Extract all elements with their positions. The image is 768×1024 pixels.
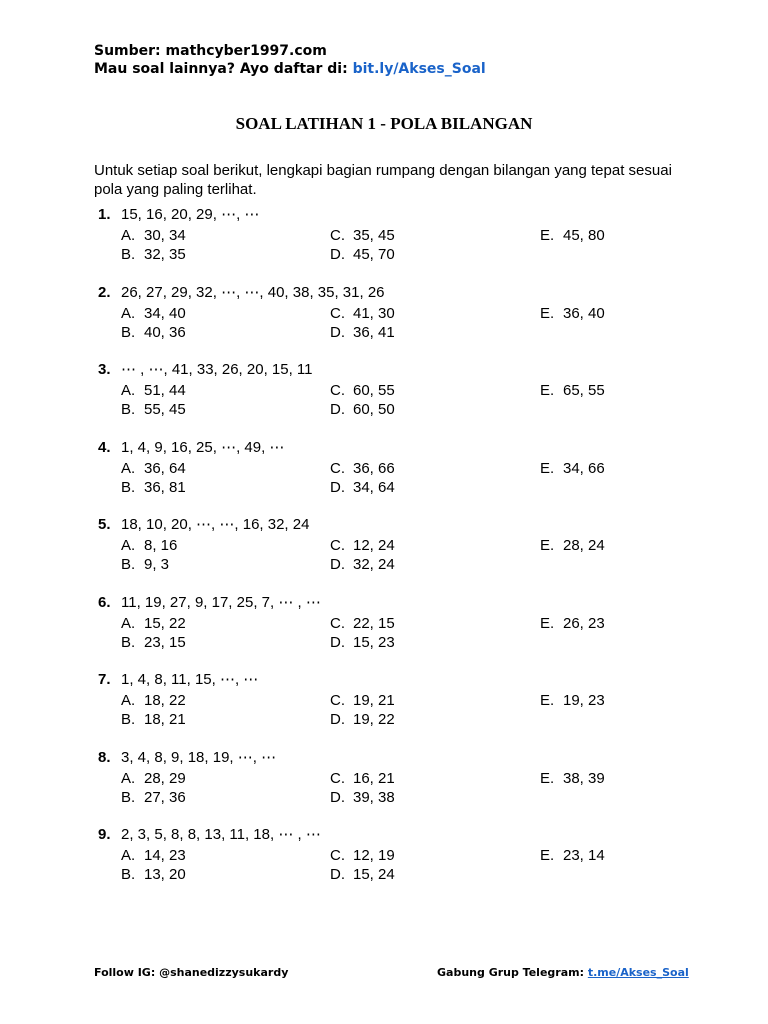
option-letter: E. <box>540 537 555 554</box>
option-letter: C. <box>330 769 345 787</box>
header <box>94 42 486 78</box>
option-letter: A. <box>121 537 136 554</box>
option-letter: B. <box>121 556 136 573</box>
question-item <box>0 748 768 814</box>
option-value: 40, 36 <box>144 323 186 341</box>
answer-option <box>540 846 605 866</box>
option-value: 13, 20 <box>144 866 186 883</box>
question-sequence: 1, 4, 9, 16, 25, ⋯, 49, ⋯ <box>121 438 285 456</box>
option-value: 14, 23 <box>144 847 186 864</box>
option-value: 36, 40 <box>563 304 605 322</box>
answer-option <box>540 459 605 479</box>
option-value: 15, 24 <box>353 866 395 883</box>
option-letter: D. <box>330 323 345 341</box>
option-letter: D. <box>330 478 345 496</box>
option-letter: A. <box>121 382 136 399</box>
question-number: 4. <box>98 438 111 456</box>
answer-option <box>330 555 395 575</box>
option-value: 51, 44 <box>144 382 186 399</box>
option-value: 32, 24 <box>353 556 395 573</box>
answer-option <box>330 846 395 866</box>
option-letter: D. <box>330 246 345 263</box>
option-value: 22, 15 <box>353 614 395 632</box>
option-value: 45, 70 <box>353 246 395 263</box>
option-letter: E. <box>540 847 555 864</box>
question-item <box>0 283 768 349</box>
answer-option <box>540 304 605 324</box>
answer-option <box>330 633 395 653</box>
option-letter: E. <box>540 382 555 399</box>
answer-option <box>121 710 186 730</box>
more-questions-label: Mau soal lainnya? Ayo daftar di: <box>94 61 353 77</box>
answer-option <box>121 691 186 711</box>
option-letter: D. <box>330 401 345 418</box>
option-letter: C. <box>330 227 345 244</box>
answer-option <box>121 865 186 885</box>
answer-option <box>540 691 605 711</box>
option-letter: B. <box>121 866 136 883</box>
question-sequence: 2, 3, 5, 8, 8, 13, 11, 18, ⋯ , ⋯ <box>121 826 321 843</box>
answer-option <box>330 459 395 479</box>
option-letter: B. <box>121 246 136 263</box>
answer-option <box>121 769 186 789</box>
option-letter: C. <box>330 614 345 632</box>
telegram-link[interactable]: t.me/Akses_Soal <box>587 966 689 979</box>
answer-option <box>121 846 186 866</box>
option-value: 18, 22 <box>144 692 186 709</box>
option-letter: B. <box>121 788 136 806</box>
option-letter: A. <box>121 304 136 322</box>
option-letter: C. <box>330 382 345 399</box>
answer-option <box>121 226 186 246</box>
akses-soal-link[interactable]: bit.ly/Akses_Soal <box>352 61 486 77</box>
footer-telegram <box>437 966 689 979</box>
answer-option <box>330 614 395 634</box>
question-number: 3. <box>98 361 111 378</box>
option-letter: B. <box>121 401 136 418</box>
answer-option <box>330 245 395 265</box>
answer-option <box>540 381 605 401</box>
question-sequence: 15, 16, 20, 29, ⋯, ⋯ <box>121 206 260 223</box>
option-letter: B. <box>121 478 136 496</box>
option-letter: C. <box>330 692 345 709</box>
option-value: 23, 15 <box>144 633 186 651</box>
option-value: 19, 23 <box>563 692 605 709</box>
option-value: 8, 16 <box>144 537 178 554</box>
option-letter: E. <box>540 459 555 477</box>
more-questions-line <box>94 60 486 78</box>
option-letter: C. <box>330 847 345 864</box>
option-letter: A. <box>121 614 136 632</box>
answer-option <box>540 769 605 789</box>
answer-option <box>540 614 605 634</box>
question-sequence: ⋯ , ⋯, 41, 33, 26, 20, 15, 11 <box>121 361 313 378</box>
question-number: 2. <box>98 283 111 301</box>
question-sequence: 11, 19, 27, 9, 17, 25, 7, ⋯ , ⋯ <box>121 593 321 611</box>
source-line: Sumber: mathcyber1997.com <box>94 43 327 59</box>
question-item <box>0 670 768 736</box>
answer-option <box>330 769 395 789</box>
option-letter: A. <box>121 692 136 709</box>
answer-option <box>330 226 395 246</box>
option-value: 32, 35 <box>144 246 186 263</box>
question-number: 5. <box>98 516 111 533</box>
option-value: 30, 34 <box>144 227 186 244</box>
answer-option <box>121 555 169 575</box>
option-value: 39, 38 <box>353 788 395 806</box>
answer-option <box>540 536 605 556</box>
option-value: 16, 21 <box>353 769 395 787</box>
answer-option <box>121 323 186 343</box>
option-letter: E. <box>540 769 555 787</box>
option-value: 34, 64 <box>353 478 395 496</box>
option-value: 36, 66 <box>353 459 395 477</box>
option-value: 15, 22 <box>144 614 186 632</box>
option-value: 28, 24 <box>563 537 605 554</box>
question-sequence: 26, 27, 29, 32, ⋯, ⋯, 40, 38, 35, 31, 26 <box>121 283 385 301</box>
question-number: 1. <box>98 206 111 223</box>
option-letter: A. <box>121 459 136 477</box>
option-value: 9, 3 <box>144 556 170 573</box>
option-letter: B. <box>121 711 136 728</box>
answer-option <box>121 381 186 401</box>
option-value: 19, 22 <box>353 711 395 728</box>
answer-option <box>121 614 186 634</box>
answer-option <box>121 459 186 479</box>
question-item <box>0 515 768 581</box>
option-value: 36, 41 <box>353 323 395 341</box>
option-value: 36, 81 <box>144 478 186 496</box>
option-letter: D. <box>330 866 345 883</box>
question-number: 6. <box>98 593 111 611</box>
answer-option <box>330 400 395 420</box>
answer-option <box>121 536 177 556</box>
footer-instagram: Follow IG: @shanedizzysukardy <box>94 966 289 979</box>
question-number: 7. <box>98 671 111 688</box>
answer-option <box>121 245 186 265</box>
answer-option <box>330 323 395 343</box>
option-value: 38, 39 <box>563 769 605 787</box>
option-letter: D. <box>330 633 345 651</box>
option-letter: A. <box>121 847 136 864</box>
option-value: 26, 23 <box>563 614 605 632</box>
option-letter: A. <box>121 769 136 787</box>
question-number: 8. <box>98 748 111 766</box>
answer-option <box>330 304 395 324</box>
question-item <box>0 825 768 891</box>
instructions: Untuk setiap soal berikut, lengkapi bagian rumpang dengan bilangan yang tepat sesuai pola yang paling terlihat. <box>94 162 672 198</box>
question-sequence: 1, 4, 8, 11, 15, ⋯, ⋯ <box>121 671 259 688</box>
page-title: SOAL LATIHAN 1 - POLA BILANGAN <box>235 114 533 133</box>
answer-option <box>121 400 186 420</box>
answer-option <box>330 865 395 885</box>
answer-option <box>121 633 186 653</box>
option-value: 35, 45 <box>353 227 395 244</box>
option-letter: E. <box>540 692 555 709</box>
question-item <box>0 438 768 504</box>
answer-option <box>330 478 395 498</box>
option-letter: B. <box>121 633 136 651</box>
option-value: 18, 21 <box>144 711 186 728</box>
question-item <box>0 593 768 659</box>
option-value: 34, 66 <box>563 459 605 477</box>
answer-option <box>330 788 395 808</box>
option-value: 34, 40 <box>144 304 186 322</box>
question-sequence: 3, 4, 8, 9, 18, 19, ⋯, ⋯ <box>121 748 277 766</box>
option-letter: C. <box>330 304 345 322</box>
question-sequence: 18, 10, 20, ⋯, ⋯, 16, 32, 24 <box>121 516 310 533</box>
option-value: 19, 21 <box>353 692 395 709</box>
option-value: 55, 45 <box>144 401 186 418</box>
option-letter: B. <box>121 323 136 341</box>
option-value: 28, 29 <box>144 769 186 787</box>
option-value: 15, 23 <box>353 633 395 651</box>
option-letter: C. <box>330 537 345 554</box>
answer-option <box>330 691 395 711</box>
option-value: 12, 19 <box>353 847 395 864</box>
option-letter: E. <box>540 227 555 244</box>
answer-option <box>121 304 186 324</box>
answer-option <box>330 381 395 401</box>
question-item <box>0 360 768 426</box>
option-value: 41, 30 <box>353 304 395 322</box>
option-letter: C. <box>330 459 345 477</box>
option-letter: D. <box>330 556 345 573</box>
question-number: 9. <box>98 826 111 843</box>
option-value: 36, 64 <box>144 459 186 477</box>
option-letter: A. <box>121 227 136 244</box>
option-value: 60, 55 <box>353 382 395 399</box>
answer-option <box>540 226 605 246</box>
answer-option <box>121 788 186 808</box>
option-value: 45, 80 <box>563 227 605 244</box>
option-letter: E. <box>540 614 555 632</box>
option-letter: D. <box>330 788 345 806</box>
answer-option <box>330 710 395 730</box>
answer-option <box>330 536 395 556</box>
question-item <box>0 205 768 271</box>
option-value: 27, 36 <box>144 788 186 806</box>
option-value: 60, 50 <box>353 401 395 418</box>
option-letter: D. <box>330 711 345 728</box>
answer-option <box>121 478 186 498</box>
option-value: 23, 14 <box>563 847 605 864</box>
footer-telegram-label: Gabung Grup Telegram: <box>437 966 588 979</box>
option-value: 12, 24 <box>353 537 395 554</box>
option-value: 65, 55 <box>563 382 605 399</box>
option-letter: E. <box>540 304 555 322</box>
